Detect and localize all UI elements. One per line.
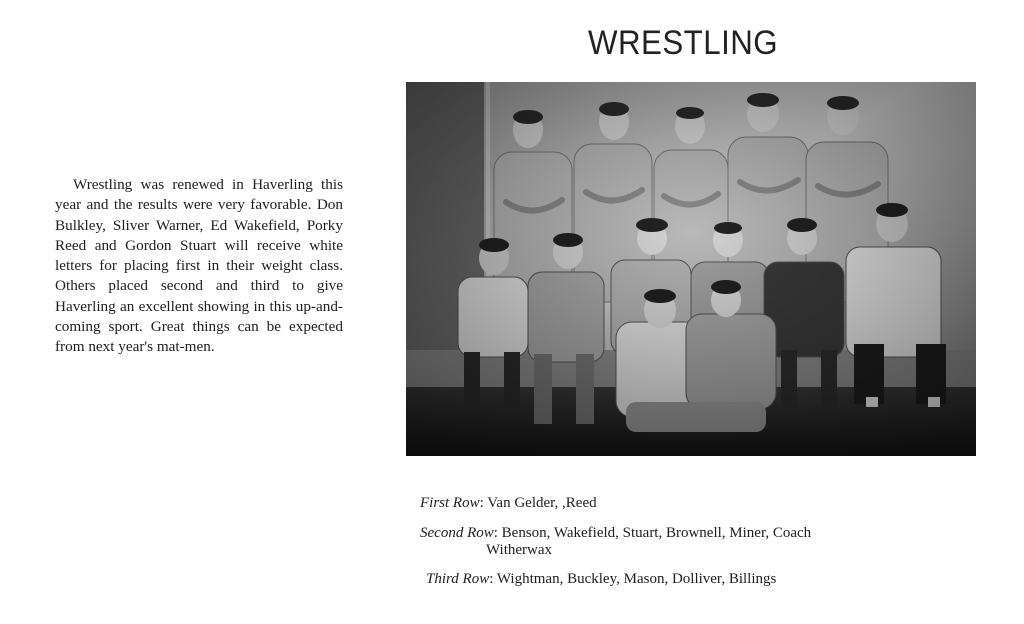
caption-second-row-names: Benson, Wakefield, Stuart, Brownell, Miner, Coach	[501, 525, 812, 541]
article-text: Wrestling was renewed in Haverling this year and the results were very favorable. Don Bulkley, Sliver Warner, Ed Wakefield, Porky Reed and Gordon Stuart will receive white letters for placing first in their weight class. Others placed second and third to give Haverling an excellent showing in this up-and-coming sport. Great things can be expected from next year's mat-men.	[55, 176, 343, 356]
caption-third-row-names: Wightman, Buckley, Mason, Dolliver, Billings	[496, 571, 777, 587]
caption-colon: :	[479, 495, 488, 511]
caption-second-row-label: Second Row	[420, 525, 494, 541]
caption-second-row-names-cont: Witherwax	[486, 542, 553, 558]
caption-third-row	[426, 571, 966, 588]
caption-first-row-names: Van Gelder, ,Reed	[487, 495, 597, 511]
caption-first-row-label: First Row	[420, 495, 480, 511]
caption-colon: :	[493, 525, 502, 541]
caption-second-row	[420, 525, 960, 559]
team-photo	[406, 82, 976, 456]
page-title: WRESTLING	[588, 24, 779, 62]
caption-third-row-label: Third Row	[426, 571, 490, 587]
caption-colon: :	[489, 571, 497, 587]
caption-first-row	[420, 495, 960, 512]
